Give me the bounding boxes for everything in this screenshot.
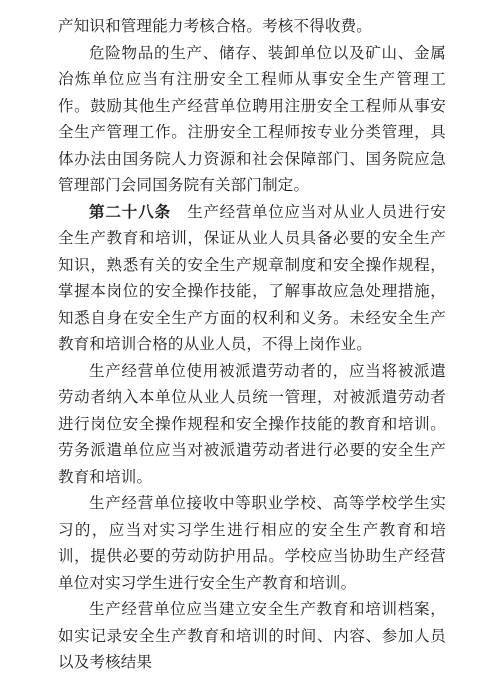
document-body [58, 13, 446, 676]
paragraph-student-interns: 生产经营单位接收中等职业学校、高等学校学生实习的，应当对实习学生进行相应的安全生产教育和培训，提供必要的劳动防护用品。学校应当协助生产经营单位对实习学生进行安全生产教育和培训。 [58, 494, 446, 592]
paragraph-training-records: 生产经营单位应当建立安全生产教育和培训档案，如实记录安全生产教育和培训的时间、内容、参加人员以及考核结果 [58, 600, 446, 671]
paragraph-registered-safety-engineer: 危险物品的生产、储存、装卸单位以及矿山、金属冶炼单位应当有注册安全工程师从事安全生产管理工作。鼓励其他生产经营单位聘用注册安全工程师从事安全生产管理工作。注册安全工程师按专业分类管理，具体办法由国务院人力资源和社会保障部门、国务院应急管理部门会同国务院有关部门制定。 [58, 43, 446, 194]
paragraph-continuation: 产知识和管理能力考核合格。考核不得收费。 [58, 17, 373, 35]
article-28-text: 生产经营单位应当对从业人员进行安全生产教育和培训，保证从业人员具备必要的安全生产知识，熟悉有关的安全生产规章制度和安全操作规程，掌握本岗位的安全操作技能，了解事故应急处理措施，知悉自身在安全生产方面的权利和义务。未经安全生产教育和培训合格的从业人员，不得上岗作业。 [58, 202, 446, 353]
paragraph-dispatched-workers: 生产经营单位使用被派遣劳动者的，应当将被派遣劳动者纳入本单位从业人员统一管理，对被派遣劳动者进行岗位安全操作规程和安全操作技能的教育和培训。劳务派遣单位应当对被派遣劳动者进行必要的安全生产教育和培训。 [58, 361, 446, 486]
paragraph-article-28 [58, 199, 446, 358]
article-number: 第二十八条 [89, 201, 172, 221]
